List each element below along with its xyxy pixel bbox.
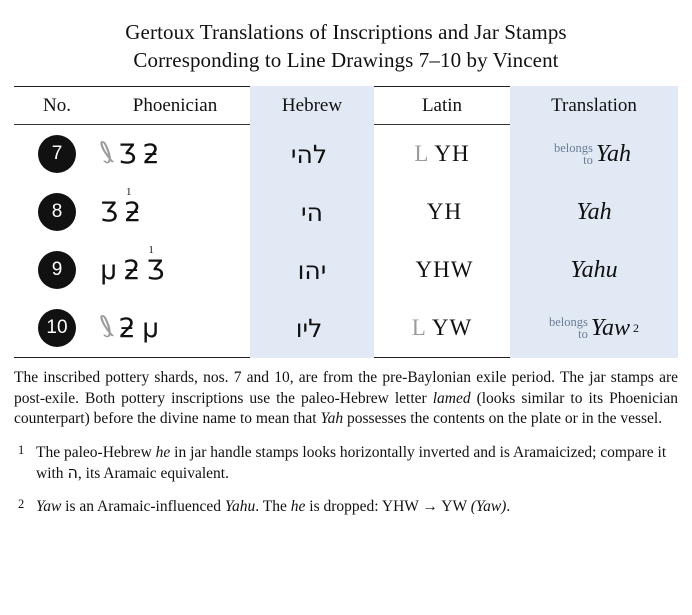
phoenician-glyph [123, 185, 142, 228]
header-translation: Translation [551, 94, 637, 116]
footnote-2-italic-yaw-paren: (Yaw) [470, 497, 507, 515]
main-note-part-a: The inscribed pottery shards, nos. 7 and 10, are from the pre-Baylonian exile period. The jar stamps are post-exile. Both pottery inscriptions use the paleo-Hebrew letter [14, 369, 678, 407]
phoenician-glyph: Ʒ [100, 196, 118, 228]
phoenician-glyph: ƻ [118, 312, 136, 344]
row-number-badge: 7 [38, 135, 76, 173]
page-title [14, 0, 678, 74]
phoenician-lamed-glyph: ℓ [97, 309, 115, 346]
table-row [14, 183, 678, 241]
phoenician-cell [97, 309, 250, 346]
phoenician-lamed-glyph: ℓ [97, 135, 115, 172]
belongs-to-label [549, 316, 588, 340]
translation-cell [510, 141, 678, 168]
belongs-line-1: belongs [553, 141, 593, 155]
footnote-2-part-c: . The [255, 497, 291, 515]
row-number-badge: 10 [38, 309, 76, 347]
latin-cell [374, 257, 510, 283]
latin-text: YH [426, 199, 463, 224]
footnote-1-part-b: in jar handle stamps looks horizontally inverted and is Aramaicized; compare it with [36, 443, 667, 482]
hebrew-text: יו [295, 313, 309, 343]
main-note [14, 368, 678, 430]
latin-cell [374, 141, 510, 167]
main-note-part-c: possesses the contents on the plate or in the vessel. [343, 410, 663, 427]
footnote-2-part-d: is dropped: YHW → YW [305, 497, 471, 515]
footnote-1-number: 1 [18, 442, 25, 457]
hebrew-lamed: ל [308, 313, 323, 343]
latin-text: YHW [415, 257, 474, 282]
title-line-2: Corresponding to Line Drawings 7–10 by Vincent [133, 48, 559, 72]
footnote-1-part-a: The paleo-Hebrew [36, 443, 156, 461]
belongs-to-label [554, 142, 593, 166]
belongs-line-2: to [578, 327, 588, 341]
belongs-line-2: to [583, 153, 593, 167]
phoenician-cell [97, 135, 250, 172]
main-note-italic-lamed: lamed [432, 389, 471, 407]
hebrew-text: יהו [297, 255, 327, 285]
footnote-2-number: 2 [18, 496, 25, 511]
phoenician-glyph: ƻ [123, 254, 141, 286]
footnote-2-italic-he: he [290, 497, 306, 515]
notes-section [14, 368, 678, 517]
translation-footnote-marker: 2 [633, 320, 640, 335]
translation-cell [510, 199, 678, 226]
phoenician-glyph-char: ƻ [123, 196, 142, 228]
aramaic-he-glyph: ה [67, 462, 78, 482]
footnote-2-italic-yaw: Yaw [36, 497, 62, 515]
phoenician-glyph: ƻ [142, 138, 160, 170]
row-number-badge: 8 [38, 193, 76, 231]
translation-cell [510, 257, 678, 284]
hebrew-cell [250, 140, 374, 169]
latin-cell [374, 199, 510, 225]
footnote-1 [14, 443, 678, 484]
footnote-2 [14, 497, 678, 517]
footnote-1-part-c: , its Aramaic equivalent. [77, 464, 229, 482]
row-number-cell [14, 251, 100, 289]
footnote-2-part-b: is an Aramaic-influenced [61, 497, 225, 515]
header-phoenician: Phoenician [132, 94, 218, 116]
hebrew-cell [250, 198, 374, 227]
phoenician-glyph: ɥ [100, 254, 118, 286]
hebrew-cell [250, 314, 374, 343]
translation-word: Yah [576, 198, 612, 225]
main-note-italic-yah: Yah [320, 410, 344, 427]
table-row [14, 299, 678, 357]
latin-text: YW [431, 315, 473, 340]
hebrew-lamed: ל [312, 139, 328, 169]
latin-text: YH [434, 141, 470, 166]
phoenician-cell [100, 243, 250, 286]
phoenician-glyph [146, 243, 165, 286]
footnote-2-italic-yahu: Yahu [224, 497, 256, 515]
latin-prefix: L [411, 315, 427, 340]
hebrew-cell [250, 256, 374, 285]
phoenician-footnote-marker: 1 [125, 185, 132, 198]
table-row [14, 241, 678, 299]
hebrew-text: הי [301, 197, 323, 227]
row-number-badge: 9 [38, 251, 76, 289]
row-number-cell [14, 135, 100, 173]
latin-prefix: L [414, 141, 430, 166]
phoenician-glyph: Ʒ [118, 138, 137, 170]
translations-table [14, 86, 678, 358]
main-note-part-b: (looks similar to its Phoenician counterpart) before the divine name to mean that [14, 389, 678, 427]
translation-word: Yaw [590, 314, 631, 341]
phoenician-footnote-marker: 1 [148, 243, 154, 256]
title-line-1: Gertoux Translations of Inscriptions and Jar Stamps [125, 20, 567, 44]
translation-cell [510, 315, 678, 342]
row-number-cell [14, 309, 100, 347]
belongs-line-1: belongs [548, 315, 588, 329]
translation-word: Yah [595, 140, 632, 167]
footnote-1-italic-he: he [155, 443, 171, 461]
phoenician-glyph-char: Ʒ [146, 254, 165, 286]
footnote-2-part-e: . [506, 497, 511, 515]
hebrew-text: הי [290, 139, 313, 169]
row-number-cell [14, 193, 100, 231]
header-no: No. [43, 94, 71, 116]
phoenician-glyph: ɥ [141, 312, 159, 344]
phoenician-cell [100, 185, 250, 228]
translation-word: Yahu [570, 256, 618, 283]
latin-cell [374, 315, 510, 341]
header-latin: Latin [421, 94, 463, 116]
table-header-row [14, 87, 678, 124]
table-row [14, 125, 678, 183]
header-hebrew: Hebrew [281, 94, 343, 116]
